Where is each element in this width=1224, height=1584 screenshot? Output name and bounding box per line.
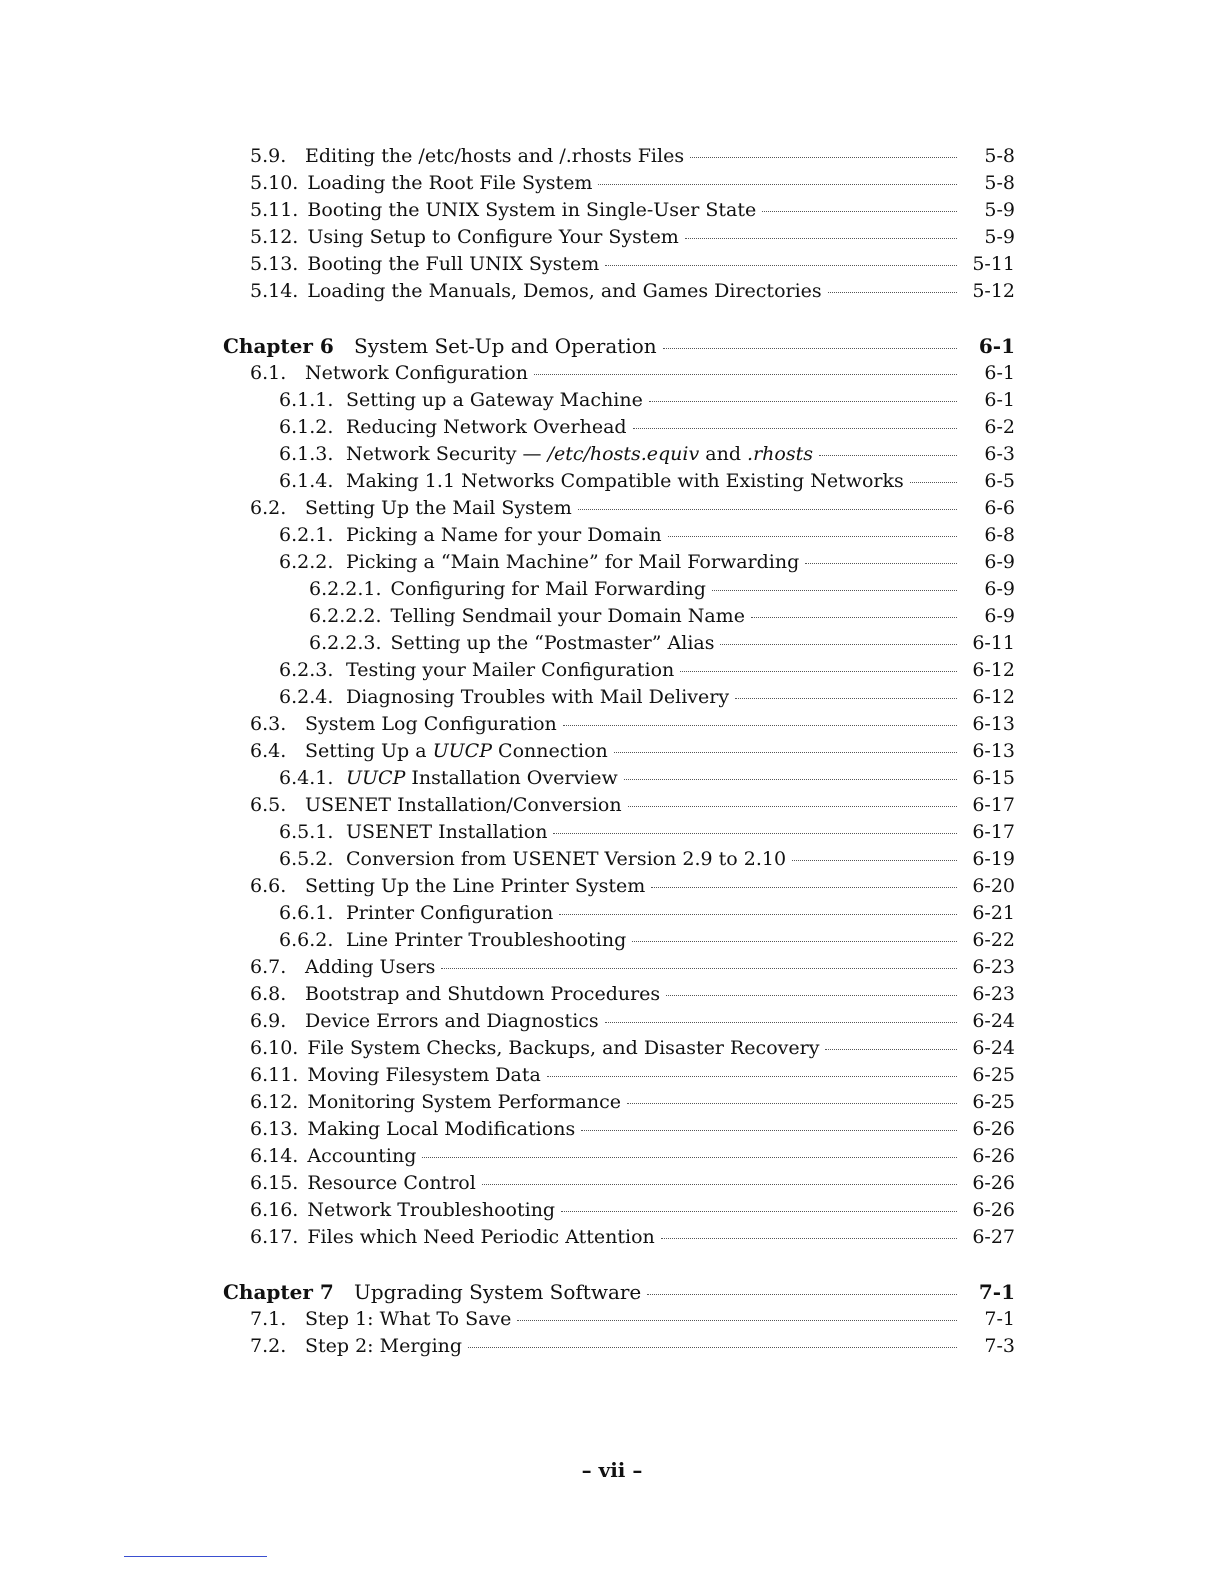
entry-title: Using Setup to Configure Your System <box>307 226 679 248</box>
entry-page-number: 6-8 <box>984 524 1015 546</box>
dot-leader <box>720 643 957 645</box>
entry-number: 6.9. <box>250 1010 287 1032</box>
dot-leader <box>628 805 957 807</box>
dot-leader <box>422 1156 957 1158</box>
entry-page-number: 6-17 <box>972 794 1015 816</box>
entry-title: Booting the Full UNIX System <box>307 253 600 275</box>
entry-page-number: 6-13 <box>972 713 1015 735</box>
toc-entry[interactable] <box>223 1333 1015 1360</box>
toc-entry[interactable] <box>223 441 1015 468</box>
entry-number: 6.6. <box>250 875 287 897</box>
entry-number: 6.15. <box>250 1172 299 1194</box>
entry-page-number: 5-12 <box>972 280 1015 302</box>
entry-title: Setting up the “Postmaster” Alias <box>390 632 715 654</box>
toc-entry[interactable] <box>223 738 1015 765</box>
entry-number: 7.2. <box>250 1335 287 1357</box>
entry-number: 6.3. <box>250 713 287 735</box>
entry-title: Testing your Mailer Configuration <box>346 659 675 681</box>
entry-number: 5.9. <box>250 145 287 167</box>
chapter-gap <box>223 1251 1015 1279</box>
dot-leader <box>614 751 957 753</box>
entry-page-number: 6-1 <box>984 362 1015 384</box>
page-number: – vii – <box>581 1458 643 1482</box>
entry-title <box>346 441 813 468</box>
toc-chapter-entry[interactable] <box>223 1279 1015 1306</box>
entry-title: System Log Configuration <box>305 713 557 735</box>
entry-title: Diagnosing Troubles with Mail Delivery <box>346 686 730 708</box>
dot-leader <box>751 616 957 618</box>
entry-number: 6.2.2.1. <box>309 578 382 600</box>
dot-leader <box>825 1048 957 1050</box>
dot-leader <box>605 1021 957 1023</box>
entry-title: System Set-Up and Operation <box>354 334 657 358</box>
dot-leader <box>553 832 957 834</box>
toc-entry[interactable] <box>223 1062 1015 1089</box>
dot-leader <box>651 886 957 888</box>
entry-page-number: 6-22 <box>972 929 1015 951</box>
entry-page-number: 6-9 <box>984 605 1015 627</box>
entry-page-number: 6-24 <box>972 1010 1015 1032</box>
toc-entry[interactable] <box>223 954 1015 981</box>
dot-leader <box>468 1346 957 1348</box>
entry-page-number: 6-17 <box>972 821 1015 843</box>
entry-page-number: 6-12 <box>972 686 1015 708</box>
entry-page-number: 6-26 <box>972 1172 1015 1194</box>
toc-entry[interactable] <box>223 711 1015 738</box>
entry-number: 6.2.2. <box>279 551 334 573</box>
dot-leader <box>649 400 957 402</box>
entry-page-number: 7-1 <box>978 1280 1015 1304</box>
dot-leader <box>441 967 957 969</box>
toc-entry[interactable] <box>223 1008 1015 1035</box>
entry-title: Picking a “Main Machine” for Mail Forwarding <box>346 551 800 573</box>
entry-page-number: 6-9 <box>984 578 1015 600</box>
entry-title <box>346 765 618 792</box>
entry-number: 5.14. <box>250 280 299 302</box>
entry-number: 6.2.4. <box>279 686 334 708</box>
toc-entry[interactable] <box>223 846 1015 873</box>
entry-number: 5.13. <box>250 253 299 275</box>
entry-number: 6.5. <box>250 794 287 816</box>
entry-title-italic: /etc/hosts.equiv <box>547 443 700 465</box>
entry-title: Setting Up the Mail System <box>305 497 572 519</box>
dot-leader <box>828 291 957 293</box>
entry-title <box>305 738 608 765</box>
entry-number: Chapter 6 <box>223 334 334 358</box>
entry-title: Reducing Network Overhead <box>346 416 627 438</box>
entry-number: 6.1.3. <box>279 443 334 465</box>
toc-entry[interactable] <box>223 414 1015 441</box>
dot-leader <box>633 427 957 429</box>
entry-page-number: 6-26 <box>972 1118 1015 1140</box>
dot-leader <box>561 1210 957 1212</box>
entry-page-number: 6-5 <box>984 470 1015 492</box>
entry-title-italic: UUCP <box>346 767 406 789</box>
entry-number: 6.2. <box>250 497 287 519</box>
toc-entry[interactable] <box>223 1224 1015 1251</box>
footer-rule <box>124 1556 267 1557</box>
entry-page-number: 6-23 <box>972 983 1015 1005</box>
entry-title: File System Checks, Backups, and Disaster Recovery <box>307 1037 820 1059</box>
entry-number: 6.1.4. <box>279 470 334 492</box>
entry-page-number: 6-2 <box>984 416 1015 438</box>
toc-chapter-entry[interactable] <box>223 333 1015 360</box>
toc-entry[interactable] <box>223 792 1015 819</box>
entry-title: USENET Installation/Conversion <box>305 794 622 816</box>
entry-title: Device Errors and Diagnostics <box>305 1010 599 1032</box>
entry-number: 5.12. <box>250 226 299 248</box>
entry-page-number: 6-6 <box>984 497 1015 519</box>
entry-title-part: Connection <box>492 740 608 762</box>
entry-title: Upgrading System Software <box>354 1280 642 1304</box>
entry-number: 6.2.2.2. <box>309 605 382 627</box>
dot-leader <box>624 778 957 780</box>
entry-number: 6.6.2. <box>279 929 334 951</box>
dot-leader <box>762 210 957 212</box>
toc-entry[interactable] <box>223 143 1015 170</box>
entry-title: Step 1: What To Save <box>305 1308 512 1330</box>
chapter-gap <box>223 305 1015 333</box>
entry-number: 6.6.1. <box>279 902 334 924</box>
dot-leader <box>712 589 957 591</box>
toc-entry[interactable] <box>223 927 1015 954</box>
entry-number: 6.7. <box>250 956 287 978</box>
entry-page-number: 6-27 <box>972 1226 1015 1248</box>
toc-entry[interactable] <box>223 224 1015 251</box>
toc-entry[interactable] <box>223 900 1015 927</box>
entry-number: 6.14. <box>250 1145 299 1167</box>
entry-page-number: 5-8 <box>984 145 1015 167</box>
entry-page-number: 6-1 <box>984 389 1015 411</box>
dot-leader <box>685 237 957 239</box>
entry-number: 6.2.1. <box>279 524 334 546</box>
entry-page-number: 6-12 <box>972 659 1015 681</box>
entry-number: 6.10. <box>250 1037 299 1059</box>
entry-title: Moving Filesystem Data <box>307 1064 541 1086</box>
toc-entry[interactable] <box>223 387 1015 414</box>
entry-title: Setting up a Gateway Machine <box>346 389 643 411</box>
entry-title-part: Installation Overview <box>405 767 618 789</box>
entry-page-number: 6-23 <box>972 956 1015 978</box>
toc-entry[interactable] <box>223 873 1015 900</box>
dot-leader <box>517 1319 957 1321</box>
dot-leader <box>605 264 957 266</box>
toc-entry[interactable] <box>223 1143 1015 1170</box>
toc-entry[interactable] <box>223 603 1015 630</box>
entry-title-italic: UUCP <box>432 740 492 762</box>
dot-leader <box>805 562 957 564</box>
entry-title-italic: .rhosts <box>747 443 813 465</box>
entry-page-number: 6-19 <box>972 848 1015 870</box>
entry-title: Making 1.1 Networks Compatible with Existing Networks <box>346 470 904 492</box>
entry-title: Printer Configuration <box>346 902 554 924</box>
entry-page-number: 6-13 <box>972 740 1015 762</box>
dot-leader <box>910 481 957 483</box>
entry-page-number: 7-3 <box>984 1335 1015 1357</box>
dot-leader <box>666 994 957 996</box>
toc-entry[interactable] <box>223 684 1015 711</box>
entry-title: Monitoring System Performance <box>307 1091 621 1113</box>
entry-number: 6.2.3. <box>279 659 334 681</box>
entry-number: 6.5.2. <box>279 848 334 870</box>
entry-page-number: 6-25 <box>972 1091 1015 1113</box>
entry-title: Booting the UNIX System in Single-User State <box>307 199 757 221</box>
entry-page-number: 6-3 <box>984 443 1015 465</box>
entry-number: 6.1.1. <box>279 389 334 411</box>
toc-entry[interactable] <box>223 819 1015 846</box>
entry-page-number: 6-25 <box>972 1064 1015 1086</box>
entry-page-number: 5-8 <box>984 172 1015 194</box>
entry-title: USENET Installation <box>346 821 548 843</box>
entry-title: Configuring for Mail Forwarding <box>390 578 706 600</box>
entry-title: Line Printer Troubleshooting <box>346 929 627 951</box>
dot-leader <box>663 347 957 349</box>
toc-entry[interactable] <box>223 1170 1015 1197</box>
entry-page-number: 5-9 <box>984 199 1015 221</box>
entry-page-number: 6-26 <box>972 1199 1015 1221</box>
entry-title: Files which Need Periodic Attention <box>307 1226 655 1248</box>
dot-leader <box>627 1102 957 1104</box>
dot-leader <box>647 1293 957 1295</box>
entry-page-number: 5-9 <box>984 226 1015 248</box>
entry-title: Making Local Modifications <box>307 1118 576 1140</box>
entry-title: Picking a Name for your Domain <box>346 524 662 546</box>
entry-number: 6.4.1. <box>279 767 334 789</box>
entry-page-number: 6-1 <box>978 334 1015 358</box>
entry-number: 5.10. <box>250 172 299 194</box>
entry-title: Adding Users <box>305 956 436 978</box>
entry-title: Network Troubleshooting <box>307 1199 556 1221</box>
dot-leader <box>792 859 957 861</box>
toc-entry[interactable] <box>223 522 1015 549</box>
entry-number: 6.1.2. <box>279 416 334 438</box>
entry-title: Telling Sendmail your Domain Name <box>390 605 745 627</box>
entry-number: 6.17. <box>250 1226 299 1248</box>
entry-title: Step 2: Merging <box>305 1335 463 1357</box>
dot-leader <box>563 724 957 726</box>
toc-entry[interactable] <box>223 251 1015 278</box>
entry-title: Setting Up the Line Printer System <box>305 875 646 897</box>
entry-title: Loading the Root File System <box>307 172 593 194</box>
toc-entry[interactable] <box>223 657 1015 684</box>
table-of-contents <box>223 143 1015 1360</box>
dot-leader <box>680 670 957 672</box>
dot-leader <box>735 697 957 699</box>
entry-title-part: Network Security — <box>346 443 548 465</box>
entry-title: Resource Control <box>307 1172 476 1194</box>
toc-entry[interactable] <box>223 576 1015 603</box>
entry-number: 6.16. <box>250 1199 299 1221</box>
toc-entry[interactable] <box>223 1306 1015 1333</box>
dot-leader <box>598 183 957 185</box>
entry-page-number: 6-11 <box>972 632 1015 654</box>
dot-leader <box>819 454 957 456</box>
dot-leader <box>547 1075 957 1077</box>
entry-number: 6.4. <box>250 740 287 762</box>
toc-entry[interactable] <box>223 495 1015 522</box>
toc-entry[interactable] <box>223 1035 1015 1062</box>
toc-entry[interactable] <box>223 1089 1015 1116</box>
entry-page-number: 6-24 <box>972 1037 1015 1059</box>
entry-number: Chapter 7 <box>223 1280 334 1304</box>
entry-number: 6.5.1. <box>279 821 334 843</box>
toc-entry[interactable] <box>223 1116 1015 1143</box>
entry-title: Loading the Manuals, Demos, and Games Directories <box>307 280 822 302</box>
entry-number: 6.2.2.3. <box>309 632 382 654</box>
entry-number: 5.11. <box>250 199 299 221</box>
dot-leader <box>578 508 957 510</box>
entry-page-number: 6-26 <box>972 1145 1015 1167</box>
entry-title: Editing the /etc/hosts and /.rhosts Files <box>305 145 685 167</box>
entry-number: 6.12. <box>250 1091 299 1113</box>
entry-title-part: and <box>699 443 748 465</box>
toc-entry[interactable] <box>223 170 1015 197</box>
toc-entry[interactable] <box>223 549 1015 576</box>
entry-number: 6.8. <box>250 983 287 1005</box>
entry-page-number: 6-20 <box>972 875 1015 897</box>
dot-leader <box>559 913 957 915</box>
dot-leader <box>482 1183 957 1185</box>
entry-page-number: 5-11 <box>972 253 1015 275</box>
entry-title: Accounting <box>307 1145 417 1167</box>
toc-entry[interactable] <box>223 765 1015 792</box>
dot-leader <box>668 535 957 537</box>
dot-leader <box>581 1129 957 1131</box>
entry-page-number: 7-1 <box>984 1308 1015 1330</box>
entry-page-number: 6-15 <box>972 767 1015 789</box>
entry-title: Bootstrap and Shutdown Procedures <box>305 983 661 1005</box>
toc-entry[interactable] <box>223 197 1015 224</box>
entry-number: 6.1. <box>250 362 287 384</box>
dot-leader <box>690 156 957 158</box>
entry-title-part: Setting Up a <box>305 740 433 762</box>
entry-title: Network Configuration <box>305 362 528 384</box>
entry-number: 6.13. <box>250 1118 299 1140</box>
toc-entry[interactable] <box>223 468 1015 495</box>
entry-title: Conversion from USENET Version 2.9 to 2.10 <box>346 848 787 870</box>
dot-leader <box>534 373 957 375</box>
entry-page-number: 6-21 <box>972 902 1015 924</box>
toc-entry[interactable] <box>223 1197 1015 1224</box>
toc-entry[interactable] <box>223 981 1015 1008</box>
dot-leader <box>632 940 957 942</box>
entry-number: 7.1. <box>250 1308 287 1330</box>
toc-entry[interactable] <box>223 630 1015 657</box>
toc-entry[interactable] <box>223 278 1015 305</box>
dot-leader <box>661 1237 957 1239</box>
entry-number: 6.11. <box>250 1064 299 1086</box>
entry-page-number: 6-9 <box>984 551 1015 573</box>
toc-entry[interactable] <box>223 360 1015 387</box>
